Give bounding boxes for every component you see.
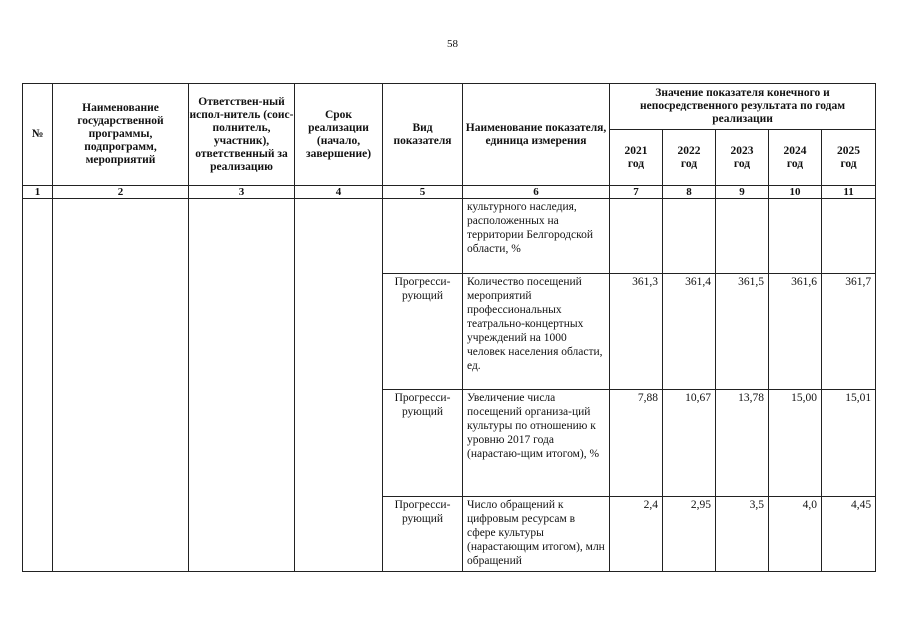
cell-indicator-type xyxy=(383,199,463,274)
cell-value-2023: 3,5 xyxy=(716,497,769,572)
cell-value-2023 xyxy=(716,199,769,274)
column-number: 4 xyxy=(295,186,383,199)
cell-value-2021: 2,4 xyxy=(610,497,663,572)
header-responsible: Ответствен-ный испол-нитель (соис-полнитель, участник), ответственный за реализацию xyxy=(189,84,295,186)
header-year: 2025 год xyxy=(822,130,876,186)
cell-value-2021: 7,88 xyxy=(610,390,663,497)
cell-value-2025: 361,7 xyxy=(822,274,876,390)
header-year: 2024 год xyxy=(769,130,822,186)
cell-value-2023: 13,78 xyxy=(716,390,769,497)
header-year: 2021 год xyxy=(610,130,663,186)
header-period: Срок реализации (начало, завершение) xyxy=(295,84,383,186)
column-number: 8 xyxy=(663,186,716,199)
table-row xyxy=(23,199,876,274)
header-program-name: Наименование государственной программы, подпрограмм, мероприятий xyxy=(53,84,189,186)
cell-indicator-type: Прогресси-рующий xyxy=(383,497,463,572)
header-number: № xyxy=(23,84,53,186)
header-values-group: Значение показателя конечного и непосредственного результата по годам реализации xyxy=(610,84,876,130)
cell-period xyxy=(295,199,383,572)
column-number: 6 xyxy=(463,186,610,199)
cell-value-2025: 4,45 xyxy=(822,497,876,572)
cell-indicator-name: Число обращений к цифровым ресурсам в сфере культуры (нарастающим итогом), млн обращений xyxy=(463,497,610,572)
column-number: 3 xyxy=(189,186,295,199)
column-number: 5 xyxy=(383,186,463,199)
cell-indicator-type: Прогресси-рующий xyxy=(383,390,463,497)
cell-value-2023: 361,5 xyxy=(716,274,769,390)
cell-indicator-name: Увеличение числа посещений организа-ций культуры по отношению к уровню 2017 года (нарастаю-щим итогом), % xyxy=(463,390,610,497)
header-year: 2023 год xyxy=(716,130,769,186)
cell-value-2024: 4,0 xyxy=(769,497,822,572)
header-year: 2022 год xyxy=(663,130,716,186)
header-indicator-name: Наименование показателя, единица измерения xyxy=(463,84,610,186)
cell-value-2021 xyxy=(610,199,663,274)
column-number: 2 xyxy=(53,186,189,199)
cell-value-2022: 2,95 xyxy=(663,497,716,572)
cell-value-2025 xyxy=(822,199,876,274)
indicators-table xyxy=(22,83,876,572)
cell-value-2022: 10,67 xyxy=(663,390,716,497)
header-indicator-type: Вид показателя xyxy=(383,84,463,186)
cell-value-2024 xyxy=(769,199,822,274)
cell-program-name xyxy=(53,199,189,572)
cell-indicator-name: Количество посещений мероприятий профессиональных театрально-концертных учреждений на 1000 человек населения области, ед. xyxy=(463,274,610,390)
cell-value-2021: 361,3 xyxy=(610,274,663,390)
cell-value-2025: 15,01 xyxy=(822,390,876,497)
cell-number xyxy=(23,199,53,572)
cell-value-2024: 15,00 xyxy=(769,390,822,497)
column-number: 7 xyxy=(610,186,663,199)
column-number: 1 xyxy=(23,186,53,199)
column-number: 9 xyxy=(716,186,769,199)
page-number: 58 xyxy=(447,38,458,50)
column-number: 11 xyxy=(822,186,876,199)
cell-value-2024: 361,6 xyxy=(769,274,822,390)
cell-value-2022 xyxy=(663,199,716,274)
cell-indicator-type: Прогресси-рующий xyxy=(383,274,463,390)
cell-responsible xyxy=(189,199,295,572)
cell-indicator-name: культурного наследия, расположенных на территории Белгородской области, % xyxy=(463,199,610,274)
cell-value-2022: 361,4 xyxy=(663,274,716,390)
column-number: 10 xyxy=(769,186,822,199)
